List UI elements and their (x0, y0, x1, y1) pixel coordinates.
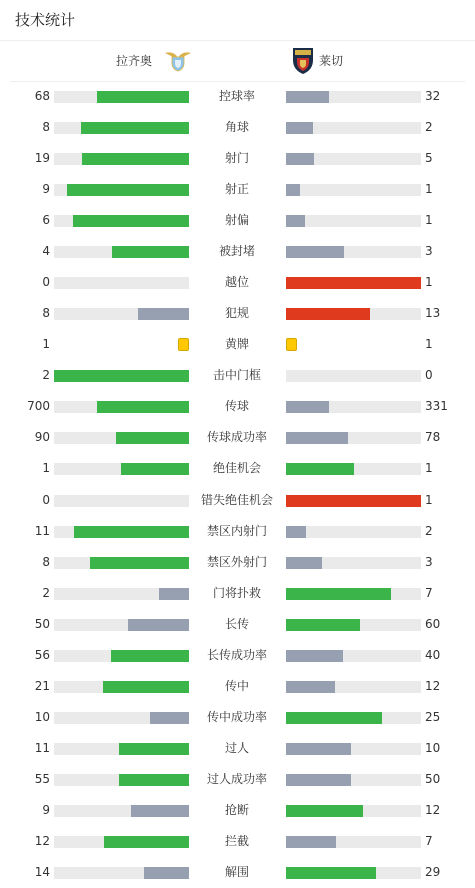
stat-home-bar-fill (112, 246, 189, 258)
stat-away-bar-fill (286, 277, 421, 289)
stat-home-bar-track (54, 526, 189, 538)
stat-label: 长传成功率 (206, 647, 267, 662)
stat-away-bar-track (286, 308, 421, 320)
stat-home-bar-track (54, 805, 189, 817)
stat-away-value: 5 (425, 151, 433, 166)
stat-label: 被封堵 (218, 244, 255, 259)
stat-home-bar-track (54, 743, 189, 755)
stat-away-bar-fill (286, 805, 363, 817)
stat-home-bar-track (54, 308, 189, 320)
stat-away-bar-track (286, 712, 421, 724)
stat-away-bar-fill (286, 774, 351, 786)
stat-home-value: 50 (34, 616, 50, 631)
stat-row (0, 485, 475, 516)
stat-label: 绝佳机会 (212, 461, 261, 476)
stat-label: 禁区内射门 (206, 523, 267, 538)
stat-away-bar-track (286, 246, 421, 258)
stat-label: 传中成功率 (206, 709, 267, 724)
stat-away-bar-track (286, 619, 421, 631)
stat-home-bar-fill (150, 712, 189, 724)
stat-home-bar-track (54, 557, 189, 569)
stat-row (0, 640, 475, 671)
stat-home-value: 2 (42, 585, 50, 600)
stat-home-bar-track (54, 836, 189, 848)
stat-away-bar-fill (286, 308, 370, 320)
stat-label: 禁区外射门 (206, 554, 267, 569)
page-header (0, 0, 475, 41)
stat-away-bar-track (286, 91, 421, 103)
stat-home-bar-fill (121, 463, 189, 475)
stat-home-value: 12 (34, 833, 50, 848)
stat-home-value: 4 (42, 244, 50, 259)
stat-row (0, 671, 475, 702)
stat-away-bar-fill (286, 91, 329, 103)
stat-away-bar-fill (286, 463, 354, 475)
stat-home-bar-fill (67, 184, 189, 196)
stat-home-bar-fill (82, 153, 189, 165)
stat-away-bar-track (286, 401, 421, 413)
stat-home-bar-fill (119, 743, 189, 755)
stat-home-value: 1 (42, 461, 50, 476)
stat-row (0, 516, 475, 547)
stat-home-bar-track (54, 215, 189, 227)
stat-home-value: 2 (42, 368, 50, 383)
stat-home-bar-track (54, 712, 189, 724)
stat-away-bar-fill (286, 681, 335, 693)
stat-label: 黄牌 (224, 337, 249, 352)
stat-away-value: 12 (425, 678, 441, 693)
stat-row (0, 329, 475, 360)
stat-away-value: 12 (425, 802, 441, 817)
stat-label: 拦截 (224, 833, 249, 848)
stat-away-value: 3 (425, 554, 433, 569)
stat-away-value: 1 (425, 275, 433, 290)
stat-home-bar-track (54, 91, 189, 103)
stat-away-bar-track (286, 463, 421, 475)
stat-home-bar-fill (103, 681, 189, 693)
stat-away-bar-track (286, 867, 421, 879)
stat-home-bar-track (54, 588, 189, 600)
stat-away-bar-track (286, 153, 421, 165)
stat-row (0, 609, 475, 640)
stat-home-bar-track (54, 184, 189, 196)
stat-away-bar-track (286, 184, 421, 196)
stat-label: 解围 (224, 865, 249, 879)
stat-away-value: 40 (425, 647, 441, 662)
stat-away-value: 1 (425, 337, 433, 352)
stat-label: 越位 (224, 275, 249, 290)
stat-away-value: 1 (425, 213, 433, 228)
stat-home-bar-track (54, 277, 189, 289)
stat-away-bar-track (286, 495, 421, 507)
stat-home-bar-track (54, 495, 189, 507)
stat-away-value: 7 (425, 833, 433, 848)
stat-row (0, 764, 475, 795)
stat-away-bar-track (286, 122, 421, 134)
stat-row (0, 298, 475, 329)
stat-away-bar-fill (286, 184, 300, 196)
stat-home-bar-fill (54, 370, 189, 382)
stat-away-bar-fill (286, 526, 306, 538)
stat-away-bar-fill (286, 557, 322, 569)
stat-away-value: 2 (425, 523, 433, 538)
stat-away-bar-track (286, 650, 421, 662)
yellow-card-icon (286, 338, 297, 351)
stat-away-bar-fill (286, 650, 343, 662)
stat-row (0, 547, 475, 578)
stat-home-value: 8 (42, 120, 50, 135)
stat-row (0, 795, 475, 826)
stat-away-value: 7 (425, 585, 433, 600)
stat-away-bar-track (286, 805, 421, 817)
stat-home-bar-fill (74, 526, 189, 538)
stat-row (0, 453, 475, 484)
stat-away-value: 1 (425, 461, 433, 476)
stat-home-bar-track (54, 153, 189, 165)
stat-away-value: 29 (425, 865, 441, 879)
stat-label: 抢断 (224, 802, 249, 817)
stat-home-bar-track (54, 370, 189, 382)
stat-away-bar-fill (286, 712, 382, 724)
stat-home-bar-track (54, 122, 189, 134)
stat-row (0, 143, 475, 174)
stat-home-value: 9 (42, 802, 50, 817)
team-home-name[interactable]: 拉齐奥 (115, 54, 152, 68)
stat-away-bar-track (286, 432, 421, 444)
stat-row (0, 236, 475, 267)
stat-away-bar-track (286, 557, 421, 569)
stat-label: 传中 (224, 678, 249, 693)
stat-label: 长传 (224, 616, 249, 631)
stat-home-value: 68 (34, 89, 50, 103)
stat-home-bar-track (54, 432, 189, 444)
team-away-name[interactable]: 莱切 (319, 54, 344, 68)
teams-row (10, 41, 465, 82)
stat-away-value: 2 (425, 120, 433, 135)
stat-away-value: 10 (425, 740, 441, 755)
stat-away-bar-track (286, 370, 421, 382)
stat-home-bar-fill (131, 805, 189, 817)
stat-label: 过人 (224, 740, 249, 755)
stat-label: 控球率 (218, 89, 255, 103)
stat-label: 传球成功率 (206, 430, 267, 445)
stat-home-bar-track (54, 774, 189, 786)
stat-row (0, 578, 475, 609)
stat-away-bar-track (286, 215, 421, 227)
stat-row (0, 360, 475, 391)
stat-label: 射偏 (224, 213, 249, 228)
stat-away-bar-track (286, 836, 421, 848)
stat-home-value: 21 (34, 678, 50, 693)
stat-row (0, 267, 475, 298)
stat-home-bar-fill (128, 619, 189, 631)
stat-home-value: 8 (42, 554, 50, 569)
stat-away-bar-fill (286, 867, 376, 879)
stat-home-bar-fill (119, 774, 189, 786)
stat-away-bar-fill (286, 495, 421, 507)
stat-away-bar-fill (286, 401, 329, 413)
stat-home-bar-fill (138, 308, 189, 320)
stat-row (0, 422, 475, 453)
stat-away-value: 32 (425, 89, 441, 103)
stat-home-bar-track (54, 681, 189, 693)
stat-home-value: 1 (42, 337, 50, 352)
stat-label: 过人成功率 (206, 771, 267, 786)
stat-away-bar-fill (286, 743, 351, 755)
stat-home-value: 700 (27, 399, 50, 414)
stat-away-bar-fill (286, 836, 336, 848)
stat-home-bar-fill (97, 91, 189, 103)
page-title: 技术统计 (15, 11, 76, 29)
stat-row (0, 81, 475, 112)
stat-away-bar-fill (286, 619, 360, 631)
stat-home-bar-track (54, 650, 189, 662)
stat-home-bar-track (54, 246, 189, 258)
stat-home-value: 9 (42, 182, 50, 197)
stat-row (0, 112, 475, 143)
stat-home-bar-fill (159, 588, 189, 600)
stat-away-bar-fill (286, 122, 313, 134)
stat-label: 射正 (224, 182, 249, 197)
stat-home-bar-fill (97, 401, 189, 413)
stat-away-value: 50 (425, 771, 441, 786)
stat-label: 犯规 (224, 306, 249, 321)
stat-away-bar-fill (286, 153, 314, 165)
lazio-crest-icon[interactable] (164, 50, 192, 72)
stat-home-bar-fill (104, 836, 189, 848)
stat-label: 错失绝佳机会 (200, 492, 273, 507)
stat-home-value: 0 (42, 275, 50, 290)
stat-away-value: 1 (425, 182, 433, 197)
stat-row (0, 733, 475, 764)
stat-home-value: 8 (42, 306, 50, 321)
stat-home-bar-fill (90, 557, 189, 569)
stat-home-value: 19 (34, 151, 50, 166)
stat-label: 角球 (224, 120, 249, 135)
stat-home-value: 6 (42, 213, 50, 228)
stat-away-value: 331 (425, 399, 448, 414)
stat-home-bar-track (54, 867, 189, 879)
stat-row (0, 174, 475, 205)
stat-home-value: 90 (34, 430, 50, 445)
stat-home-bar-fill (144, 867, 189, 879)
stat-label: 射门 (224, 151, 249, 166)
stat-home-value: 11 (34, 740, 50, 755)
stat-away-bar-fill (286, 246, 344, 258)
stat-label: 击中门框 (212, 368, 261, 383)
stat-home-value: 14 (34, 865, 50, 879)
stat-away-value: 13 (425, 306, 441, 321)
stat-away-value: 25 (425, 709, 441, 724)
stat-away-value: 1 (425, 492, 433, 507)
stat-home-value: 56 (34, 647, 50, 662)
stat-row (0, 826, 475, 857)
stat-away-bar-fill (286, 215, 305, 227)
stat-away-bar-track (286, 526, 421, 538)
stat-row (0, 205, 475, 236)
stat-home-bar-fill (81, 122, 189, 134)
stat-home-bar-track (54, 619, 189, 631)
stat-away-value: 3 (425, 244, 433, 259)
stat-home-bar-fill (73, 215, 189, 227)
stat-away-bar-track (286, 743, 421, 755)
lecce-crest-icon[interactable] (292, 47, 314, 75)
stat-row (0, 391, 475, 422)
stat-home-bar-track (54, 401, 189, 413)
stat-away-value: 60 (425, 616, 441, 631)
stat-row (0, 857, 475, 888)
stat-home-bar-fill (111, 650, 189, 662)
stat-label: 传球 (224, 399, 249, 414)
stat-away-bar-track (286, 774, 421, 786)
stat-away-bar-track (286, 681, 421, 693)
stat-home-bar-track (54, 463, 189, 475)
stat-home-bar-fill (116, 432, 189, 444)
stat-away-bar-fill (286, 588, 391, 600)
stat-away-value: 0 (425, 368, 433, 383)
stat-home-value: 10 (34, 709, 50, 724)
stat-away-value: 78 (425, 430, 441, 445)
stat-away-bar-track (286, 277, 421, 289)
stat-row (0, 702, 475, 733)
stat-home-value: 55 (34, 771, 50, 786)
stat-home-value: 11 (34, 523, 50, 538)
stat-label: 门将扑救 (212, 585, 261, 600)
stat-home-value: 0 (42, 492, 50, 507)
stat-away-bar-track (286, 588, 421, 600)
stat-away-bar-fill (286, 432, 348, 444)
